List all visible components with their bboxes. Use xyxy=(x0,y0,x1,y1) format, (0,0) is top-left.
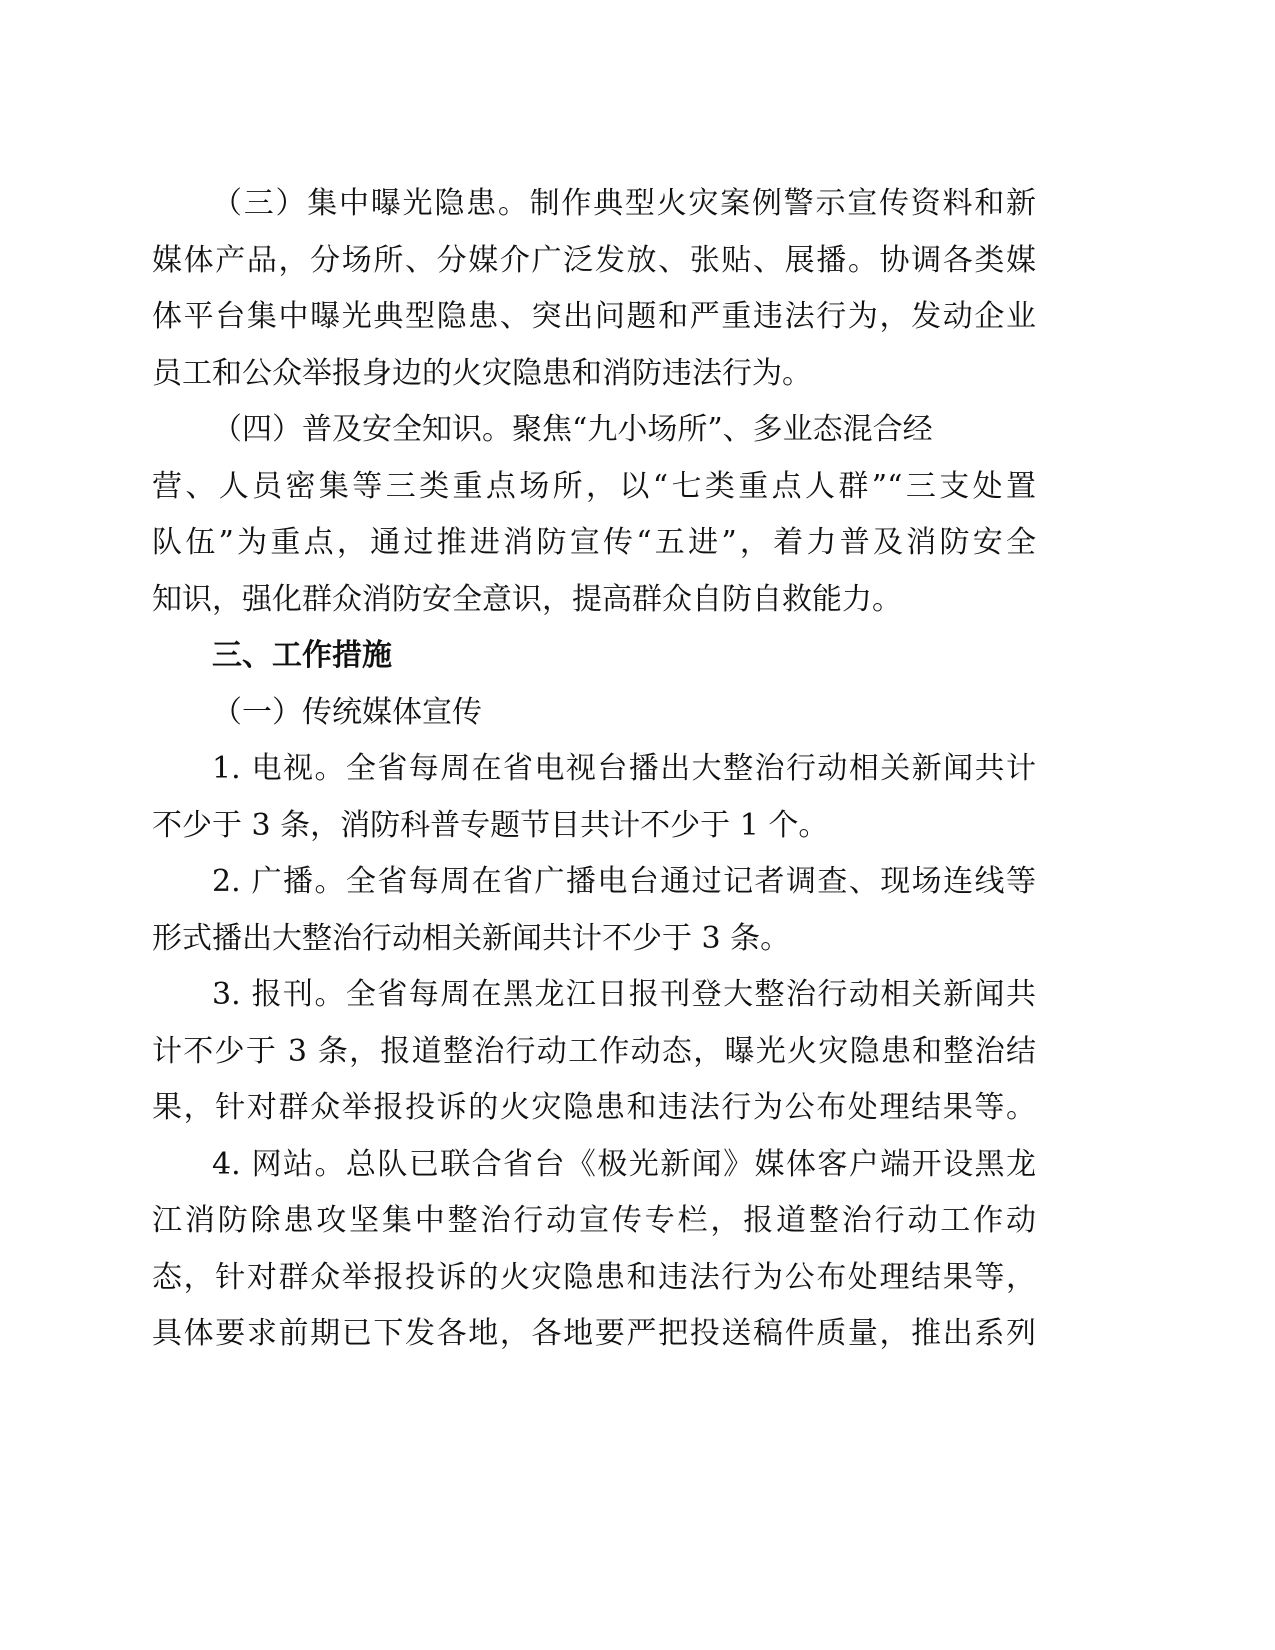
paragraph-line: 知识，强化群众消防安全意识，提高群众自防自救能力。 xyxy=(152,581,902,617)
section-heading: 三、工作措施 xyxy=(212,638,392,673)
paragraph-line: 果，针对群众举报投诉的火灾隐患和违法行为公布处理结果等。 xyxy=(152,1090,1036,1125)
paragraph-line: 态，针对群众举报投诉的火灾隐患和违法行为公布处理结果等， xyxy=(152,1259,1036,1295)
paragraph-line: 队伍”为重点，通过推进消防宣传“五进”，着力普及消防安全 xyxy=(152,525,1036,560)
paragraph-line: 员工和公众举报身边的火灾隐患和消防违法行为。 xyxy=(152,355,812,391)
paragraph-line: （四）普及安全知识。聚焦“九小场所”、多业态混合经 xyxy=(212,412,933,447)
paragraph-line: 计不少于 3 条，报道整治行动工作动态，曝光火灾隐患和整治结 xyxy=(152,1033,1036,1069)
paragraph-line: 江消防除患攻坚集中整治行动宣传专栏，报道整治行动工作动 xyxy=(152,1203,1036,1238)
paragraph-line: 体平台集中曝光典型隐患、突出问题和严重违法行为，发动企业 xyxy=(152,299,1036,334)
paragraph-line: 具体要求前期已下发各地，各地要严把投送稿件质量，推出系列 xyxy=(152,1316,1036,1351)
paragraph-line: 营、人员密集等三类重点场所，以“七类重点人群”“三支处置 xyxy=(152,468,1036,504)
paragraph-line: 1. 电视。全省每周在省电视台播出大整治行动相关新闻共计 xyxy=(212,751,1036,786)
paragraph-line: 2. 广播。全省每周在省广播电台通过记者调查、现场连线等 xyxy=(212,864,1036,899)
paragraph-line: 4. 网站。总队已联合省台《极光新闻》媒体客户端开设黑龙 xyxy=(212,1146,1036,1182)
paragraph-line: 3. 报刊。全省每周在黑龙江日报刊登大整治行动相关新闻共 xyxy=(212,977,1036,1012)
paragraph-line: 媒体产品，分场所、分媒介广泛发放、张贴、展播。协调各类媒 xyxy=(152,242,1036,278)
document-body xyxy=(152,176,1036,1363)
paragraph-line: 不少于 3 条，消防科普专题节目共计不少于 1 个。 xyxy=(152,807,829,843)
paragraph-line: 形式播出大整治行动相关新闻共计不少于 3 条。 xyxy=(152,920,791,956)
paragraph-line: （三）集中曝光隐患。制作典型火灾案例警示宣传资料和新 xyxy=(212,186,1036,221)
subsection-heading: （一）传统媒体宣传 xyxy=(212,694,482,730)
